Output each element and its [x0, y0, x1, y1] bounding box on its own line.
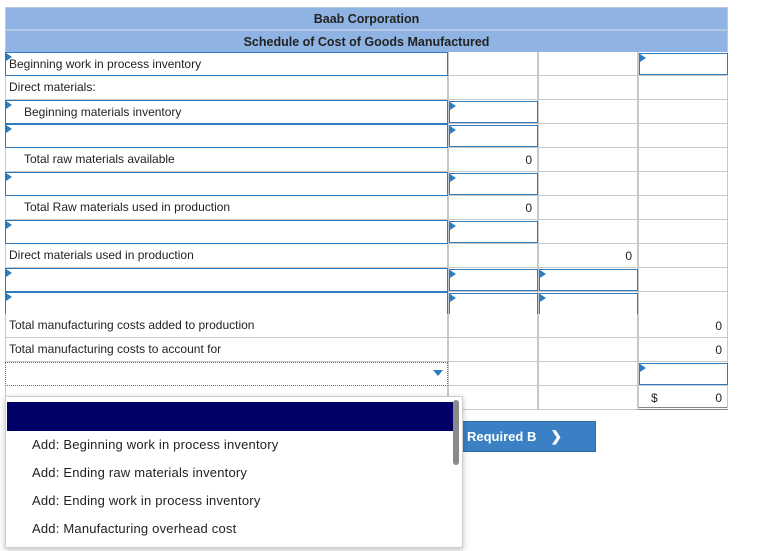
total-costs-to-account-value: 0 [715, 343, 722, 357]
materials-line-amount-input[interactable] [449, 125, 538, 147]
cost-of-goods-manufactured-value: 0 [715, 391, 722, 405]
total-raw-available-value: 0 [525, 153, 532, 167]
required-b-button[interactable] [460, 421, 596, 452]
beginning-materials-amount-input[interactable] [449, 101, 538, 123]
total-raw-used-value: 0 [525, 201, 532, 215]
adjustment-dropdown-list [5, 396, 463, 548]
labor-amount-input-a[interactable] [449, 269, 538, 291]
table-row [5, 268, 728, 292]
schedule-title [5, 30, 728, 53]
input-marker-icon [450, 222, 456, 230]
company-title [5, 7, 728, 30]
labor-label-input[interactable] [5, 268, 448, 292]
company-name: Baab Corporation [313, 11, 420, 26]
input-marker-icon [640, 364, 646, 372]
input-marker-icon [540, 294, 546, 302]
table-row [5, 52, 728, 76]
table-row [5, 362, 728, 386]
row-label: Direct materials used in production [9, 248, 194, 262]
overhead-amount-input-b[interactable] [539, 293, 638, 315]
table-row [5, 220, 728, 244]
total-costs-added-value: 0 [715, 319, 722, 333]
adjustment-amount-input[interactable] [639, 363, 728, 385]
dropdown-highlighted-option[interactable] [7, 402, 453, 431]
input-marker-icon [450, 174, 456, 182]
row-label: Direct materials: [9, 80, 96, 94]
materials-deduct-label-input[interactable] [5, 172, 448, 196]
table-row [5, 100, 728, 124]
input-marker-icon [450, 270, 456, 278]
table-row [5, 76, 728, 100]
input-marker-icon [6, 221, 12, 229]
table-row [5, 292, 728, 316]
overhead-amount-input-a[interactable] [449, 293, 538, 315]
row-label: Total manufacturing costs added to production [9, 318, 255, 332]
row-label: Beginning materials inventory [24, 105, 182, 119]
dropdown-option[interactable]: Add: Ending raw materials inventory [32, 465, 248, 480]
currency-symbol: $ [651, 391, 658, 405]
direct-materials-used-value: 0 [625, 249, 632, 263]
dropdown-option[interactable]: Add: Beginning work in process inventory [32, 437, 279, 452]
beginning-wip-amount-input[interactable] [639, 53, 728, 75]
row-label: Total raw materials available [24, 152, 175, 166]
beginning-wip-label-field[interactable] [5, 52, 448, 76]
input-marker-icon [6, 173, 12, 181]
input-marker-icon [6, 293, 12, 301]
table-row [5, 124, 728, 148]
indirect-materials-label-input[interactable] [5, 220, 448, 244]
chevron-right-icon: ❯ [550, 428, 563, 444]
table-row [5, 314, 728, 338]
input-marker-icon [640, 54, 646, 62]
table-row [5, 196, 728, 220]
indirect-materials-amount-input[interactable] [449, 221, 538, 243]
materials-deduct-amount-input[interactable] [449, 173, 538, 195]
dropdown-scrollbar[interactable] [453, 400, 459, 465]
dropdown-option[interactable]: Add: Manufacturing overhead cost [32, 521, 237, 536]
table-row [5, 338, 728, 362]
row-label: Total Raw materials used in production [24, 200, 231, 214]
input-marker-icon [6, 269, 12, 277]
required-b-label: Required B [467, 429, 537, 444]
schedule-title-text: Schedule of Cost of Goods Manufactured [243, 34, 490, 49]
table-row [5, 172, 728, 196]
input-marker-icon [450, 126, 456, 134]
adjustment-select[interactable] [5, 362, 448, 386]
input-marker-icon [450, 294, 456, 302]
dropdown-option[interactable]: Add: Ending work in process inventory [32, 493, 261, 508]
beginning-materials-label-field[interactable] [5, 100, 448, 124]
table-row [5, 148, 728, 172]
input-marker-icon [6, 101, 12, 109]
input-marker-icon [450, 102, 456, 110]
input-marker-icon [540, 270, 546, 278]
input-marker-icon [6, 125, 12, 133]
table-row [5, 244, 728, 268]
labor-amount-input-b[interactable] [539, 269, 638, 291]
chevron-down-icon[interactable] [433, 370, 443, 376]
row-label: Beginning work in process inventory [9, 57, 202, 71]
overhead-label-input[interactable] [5, 292, 448, 316]
row-label: Total manufacturing costs to account for [9, 342, 222, 356]
materials-line-label-input[interactable] [5, 124, 448, 148]
